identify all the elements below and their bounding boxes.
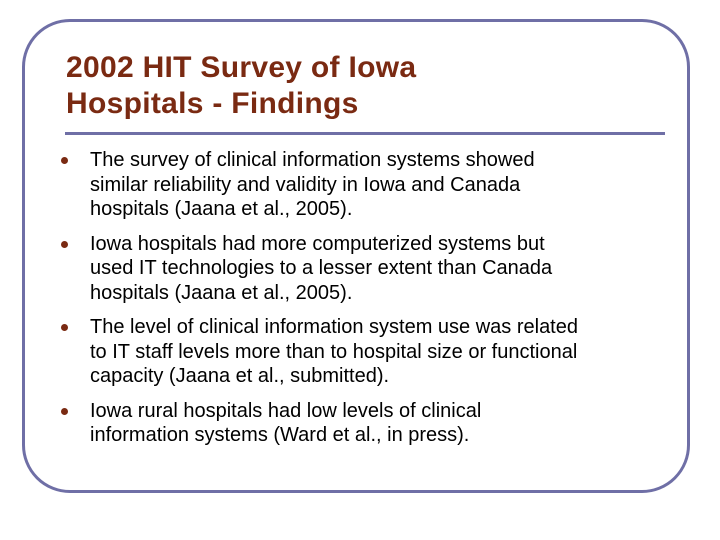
- bullet-item-4: [58, 399, 680, 448]
- bullet-4-line-1: Iowa rural hospitals had low levels of clinical: [90, 399, 482, 422]
- bullet-item-3: [58, 315, 680, 389]
- bullet-3-line-1: The level of clinical information system use was related: [90, 316, 578, 338]
- bullet-dot-icon: [61, 408, 68, 415]
- bullet-dot-icon: [61, 157, 68, 164]
- bullet-1-line-1: The survey of clinical information systems showed: [90, 149, 535, 171]
- title-divider: [65, 132, 665, 135]
- bullet-2-line-3: hospitals (Jaana et al., 2005).: [90, 281, 353, 304]
- bullet-dot-icon: [61, 324, 68, 331]
- bullet-dot-icon: [61, 241, 68, 248]
- bullet-3-line-3: capacity (Jaana et al., submitted).: [90, 365, 390, 387]
- bullet-4-line-2: information systems (Ward et al., in press).: [90, 424, 470, 446]
- bullet-item-2: [58, 232, 680, 306]
- bullet-2-line-2: used IT technologies to a lesser extent than Canada: [90, 257, 553, 279]
- bullet-1-line-3: hospitals (Jaana et al., 2005).: [90, 198, 353, 220]
- bullet-list: [58, 148, 680, 458]
- bullet-3-line-2: to IT staff levels more than to hospital size or functional: [90, 340, 578, 363]
- title-line-2: Hospitals - Findings: [66, 87, 359, 120]
- title-line-1: 2002 HIT Survey of Iowa: [66, 51, 417, 84]
- bullet-2-line-1: Iowa hospitals had more computerized systems but: [90, 232, 545, 255]
- bullet-1-line-2: similar reliability and validity in Iowa and Canada: [90, 173, 521, 196]
- slide-title: [66, 50, 626, 122]
- bullet-item-1: [58, 148, 680, 222]
